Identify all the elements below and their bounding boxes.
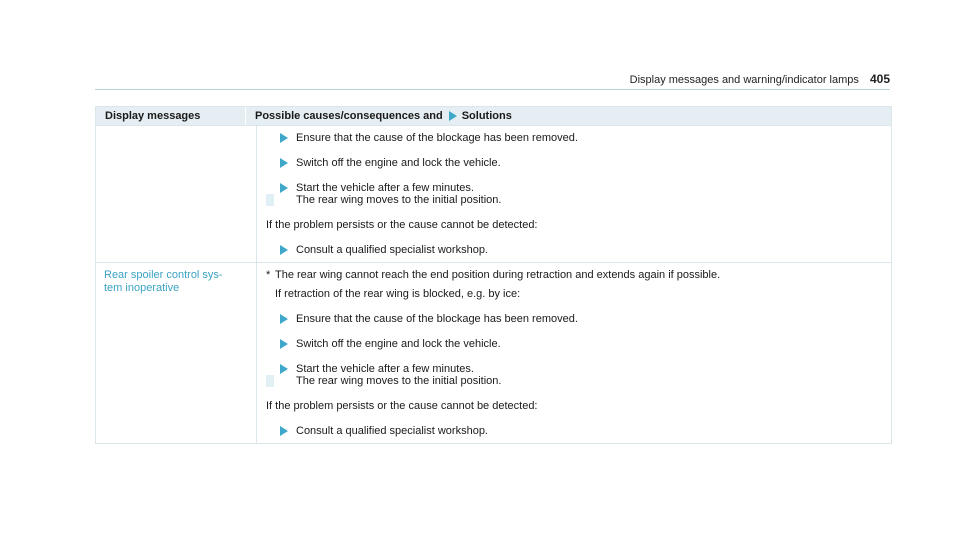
arrow-right-icon <box>280 314 288 324</box>
step-text: Switch off the engine and lock the vehicle. <box>296 338 501 350</box>
arrow-right-icon <box>280 364 288 374</box>
step-text: Consult a qualified specialist workshop. <box>296 425 488 437</box>
condition-text: If retraction of the rear wing is blocked, e.g. by ice: <box>275 288 521 300</box>
message-cell-empty <box>96 126 257 262</box>
solution-step <box>266 313 883 325</box>
page-number: 405 <box>869 72 890 86</box>
step-result-text: The rear wing moves to the initial position. <box>266 194 883 206</box>
display-messages-table <box>95 106 892 444</box>
condition-text: If the problem persists or the cause cannot be detected: <box>266 219 538 231</box>
solution-step <box>266 182 883 206</box>
table-row <box>96 125 891 262</box>
message-cell <box>96 263 257 443</box>
solutions-cell <box>257 126 891 262</box>
solution-step <box>266 157 883 169</box>
page-title: Display messages and warning/indicator lamps <box>629 74 859 86</box>
step-text: Ensure that the cause of the blockage has been removed. <box>296 132 578 144</box>
step-text: Consult a qualified specialist workshop. <box>296 244 488 256</box>
solution-step <box>266 244 883 256</box>
page-header <box>95 72 890 90</box>
solution-step <box>266 363 883 387</box>
column-header-solutions-label: Solutions <box>461 110 512 122</box>
display-message-line: tem inoperative <box>104 282 180 294</box>
display-message-line: Rear spoiler control sys- <box>104 269 223 281</box>
footnote <box>266 269 883 281</box>
footnote-star: * <box>266 269 271 281</box>
solution-step <box>266 338 883 350</box>
solution-step <box>266 132 883 144</box>
arrow-right-icon <box>449 111 457 121</box>
solutions-cell <box>257 263 891 443</box>
arrow-right-icon <box>280 426 288 436</box>
step-text: Switch off the engine and lock the vehicle. <box>296 157 501 169</box>
step-text: Start the vehicle after a few minutes. <box>296 182 474 194</box>
condition-text: If the problem persists or the cause cannot be detected: <box>266 400 538 412</box>
table-header <box>96 107 891 125</box>
arrow-right-icon <box>280 133 288 143</box>
column-header-messages: Display messages <box>96 107 246 125</box>
arrow-right-icon <box>280 245 288 255</box>
table-row <box>96 262 891 443</box>
column-header-causes-label: Possible causes/consequences and <box>255 110 443 122</box>
step-result-text: The rear wing moves to the initial position. <box>266 375 883 387</box>
solution-step <box>266 425 883 437</box>
column-header-causes <box>246 110 891 122</box>
arrow-right-icon <box>280 183 288 193</box>
step-text: Start the vehicle after a few minutes. <box>296 363 474 375</box>
footnote-text: The rear wing cannot reach the end position during retraction and extends again if possible. <box>275 269 721 281</box>
step-text: Ensure that the cause of the blockage has been removed. <box>296 313 578 325</box>
arrow-right-icon <box>280 158 288 168</box>
arrow-right-icon <box>280 339 288 349</box>
